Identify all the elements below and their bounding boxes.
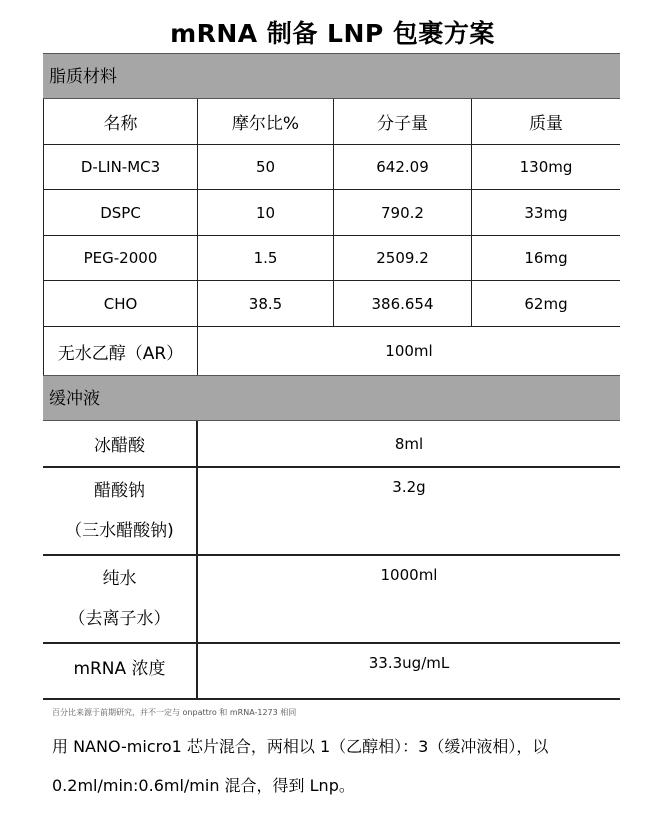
ethanol-row: [43, 327, 620, 375]
page-title: mRNA 制备 LNP 包裹方案: [170, 19, 495, 48]
buffer-label-main: 醋酸钠: [94, 481, 145, 501]
table-row: [43, 468, 620, 556]
lipid-molar-ratio: 50: [198, 145, 334, 189]
buffer-label-main: 纯水: [102, 569, 137, 589]
buffer-label: [43, 468, 198, 554]
buffer-value: 3.2g: [392, 478, 426, 496]
lipid-mass: 16mg: [524, 249, 568, 267]
header-mass: 质量: [529, 114, 563, 134]
header-name: 名称: [43, 99, 198, 144]
table-row: [43, 644, 620, 700]
lipid-name: D-LIN-MC3: [43, 145, 198, 189]
lipid-name: DSPC: [43, 190, 198, 235]
lipid-header-row: [43, 99, 620, 145]
buffer-value: 8ml: [394, 434, 424, 453]
buffer-value: 33.3ug/mL: [368, 654, 450, 672]
lipid-molecular-weight: 642.09: [334, 145, 472, 189]
table-row: [43, 190, 620, 236]
lipid-molecular-weight: 2509.2: [334, 236, 472, 280]
buffer-label: 冰醋酸: [43, 421, 198, 466]
lipid-molar-ratio: 10: [198, 190, 334, 235]
table-row: [43, 281, 620, 327]
table-row: [43, 145, 620, 190]
lipid-name: PEG-2000: [43, 236, 198, 280]
lipid-mass: 33mg: [524, 203, 568, 222]
buffer-section-header: 缓冲液: [43, 375, 620, 421]
formulation-table: [43, 53, 620, 700]
table-row: [43, 236, 620, 281]
footnote: 百分比来源于前期研究，并不一定与 onpattro 和 mRNA-1273 相同: [52, 708, 297, 717]
ethanol-value: 100ml: [385, 342, 433, 360]
header-molar-ratio: 摩尔比%: [198, 99, 334, 144]
procedure-line-2: 0.2ml/min:0.6ml/min 混合，得到 Lnp。: [52, 776, 355, 795]
table-row: [43, 421, 620, 468]
ethanol-label: 无水乙醇（AR）: [43, 327, 198, 375]
header-molecular-weight: 分子量: [334, 99, 472, 144]
table-row: [43, 556, 620, 644]
lipid-molecular-weight: 386.654: [334, 281, 472, 326]
lipid-name: CHO: [43, 281, 198, 326]
buffer-label-sub: （去离子水）: [68, 609, 171, 629]
buffer-label-sub: （三水醋酸钠): [65, 521, 174, 541]
buffer-label: [43, 556, 198, 642]
lipid-molar-ratio: 1.5: [198, 236, 334, 280]
lipid-mass: 62mg: [524, 294, 568, 313]
buffer-value: 1000ml: [380, 566, 438, 584]
lipid-mass: 130mg: [519, 158, 573, 176]
lipid-molecular-weight: 790.2: [334, 190, 472, 235]
buffer-label: mRNA 浓度: [43, 644, 198, 698]
lipid-section-header: 脂质材料: [43, 53, 620, 99]
lipid-molar-ratio: 38.5: [198, 281, 334, 326]
procedure-line-1: 用 NANO-micro1 芯片混合，两相以 1（乙醇相）：3（缓冲液相），以: [52, 737, 549, 756]
